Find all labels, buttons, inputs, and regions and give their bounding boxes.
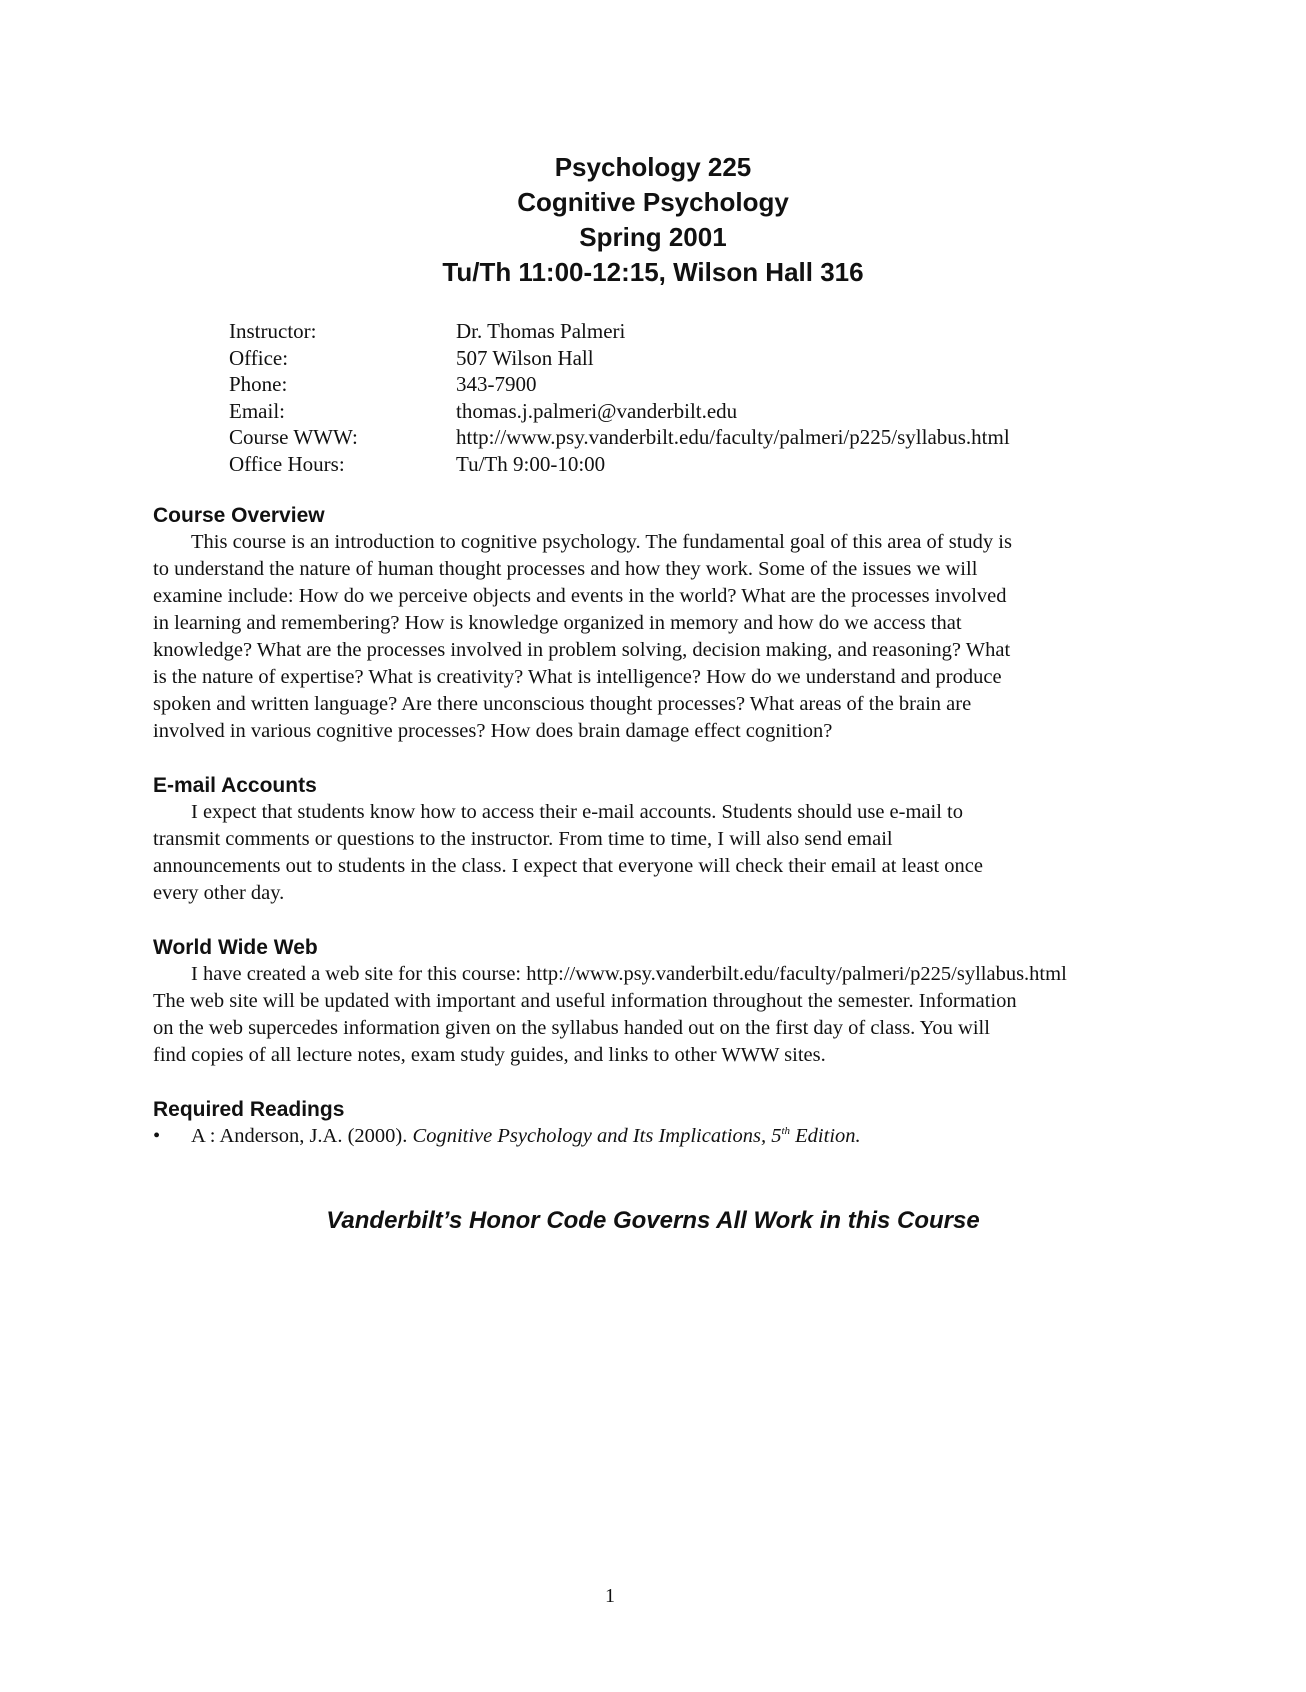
body-line: examine include: How do we perceive objects and events in the world? What are the processes involved bbox=[153, 585, 1007, 607]
course-number: Psychology 225 bbox=[554, 152, 752, 182]
info-label: Phone: bbox=[229, 372, 288, 396]
reading-item bbox=[153, 1123, 1153, 1150]
reading-author: A : Anderson, J.A. (2000). bbox=[191, 1125, 408, 1147]
honor-code-statement: Vanderbilt’s Honor Code Governs All Work in this Course bbox=[326, 1207, 980, 1234]
section-body bbox=[153, 799, 1153, 907]
body-line: This course is an introduction to cognitive psychology. The fundamental goal of this area of study is bbox=[191, 531, 1012, 553]
info-value: Tu/Th 9:00-10:00 bbox=[456, 451, 606, 476]
body-line: every other day. bbox=[153, 882, 285, 904]
body-line: I expect that students know how to access their e-mail accounts. Students should use e-mail to bbox=[191, 801, 963, 823]
page-number: 1 bbox=[605, 1585, 615, 1607]
info-label: Email: bbox=[229, 398, 285, 423]
info-value: thomas.j.palmeri@vanderbilt.edu bbox=[456, 398, 738, 423]
reading-title bbox=[413, 1125, 861, 1147]
section-required-readings bbox=[153, 1097, 1153, 1150]
body-line: to understand the nature of human thought processes and how they work. Some of the issues we will bbox=[153, 558, 978, 580]
body-line: involved in various cognitive processes? How does brain damage effect cognition? bbox=[153, 720, 833, 742]
info-row-office bbox=[229, 345, 1010, 372]
course-schedule: Tu/Th 11:00-12:15, Wilson Hall 316 bbox=[442, 257, 864, 287]
body-line: is the nature of expertise? What is creativity? What is intelligence? How do we understand and produce bbox=[153, 666, 1002, 688]
section-heading: Required Readings bbox=[153, 1098, 345, 1121]
body-line: announcements out to students in the class. I expect that everyone will check their email at least once bbox=[153, 855, 983, 877]
body-line: I have created a web site for this course: http://www.psy.vanderbilt.edu/faculty/palmeri/p225/syllabus.html bbox=[191, 963, 1067, 985]
info-value: 343-7900 bbox=[456, 372, 537, 396]
instructor-info bbox=[229, 318, 1010, 477]
info-label: Office: bbox=[229, 345, 289, 370]
info-label: Instructor: bbox=[229, 319, 317, 343]
body-line: The web site will be updated with important and useful information throughout the semester. Information bbox=[153, 990, 1017, 1012]
info-row-office-hours bbox=[229, 451, 1010, 478]
section-heading: Course Overview bbox=[153, 504, 325, 527]
reading-citation bbox=[191, 1123, 861, 1150]
course-title-block bbox=[0, 150, 1306, 290]
info-row-instructor bbox=[229, 318, 1010, 345]
reading-edition-sup: th bbox=[781, 1125, 791, 1138]
reading-edition: Edition. bbox=[790, 1125, 861, 1147]
info-value: Dr. Thomas Palmeri bbox=[456, 319, 626, 343]
info-row-phone bbox=[229, 371, 1010, 398]
body-line: spoken and written language? Are there unconscious thought processes? What areas of the brain are bbox=[153, 693, 972, 715]
section-heading: E-mail Accounts bbox=[153, 774, 317, 797]
course-term: Spring 2001 bbox=[579, 222, 727, 252]
section-world-wide-web bbox=[153, 935, 1153, 1069]
info-row-course-www bbox=[229, 424, 1010, 451]
reading-title-text: Cognitive Psychology and Its Implications, 5 bbox=[412, 1125, 782, 1147]
section-body bbox=[153, 961, 1153, 1069]
body-line: in learning and remembering? How is knowledge organized in memory and how do we access that bbox=[153, 612, 962, 634]
section-email-accounts bbox=[153, 773, 1153, 907]
info-row-email bbox=[229, 398, 1010, 425]
info-value: http://www.psy.vanderbilt.edu/faculty/palmeri/p225/syllabus.html bbox=[456, 425, 1010, 449]
body-line: transmit comments or questions to the instructor. From time to time, I will also send email bbox=[153, 828, 893, 850]
bullet-icon: • bbox=[153, 1125, 161, 1147]
section-course-overview bbox=[153, 503, 1153, 745]
section-body bbox=[153, 529, 1153, 745]
body-line: on the web supercedes information given on the syllabus handed out on the first day of class. You will bbox=[153, 1017, 990, 1039]
body-line: find copies of all lecture notes, exam study guides, and links to other WWW sites. bbox=[153, 1044, 826, 1066]
info-value: 507 Wilson Hall bbox=[456, 345, 594, 370]
section-heading: World Wide Web bbox=[153, 936, 318, 959]
course-name: Cognitive Psychology bbox=[517, 187, 789, 217]
info-label: Course WWW: bbox=[229, 425, 358, 449]
body-line: knowledge? What are the processes involved in problem solving, decision making, and reasoning? What bbox=[153, 639, 1011, 661]
info-label: Office Hours: bbox=[229, 451, 345, 476]
